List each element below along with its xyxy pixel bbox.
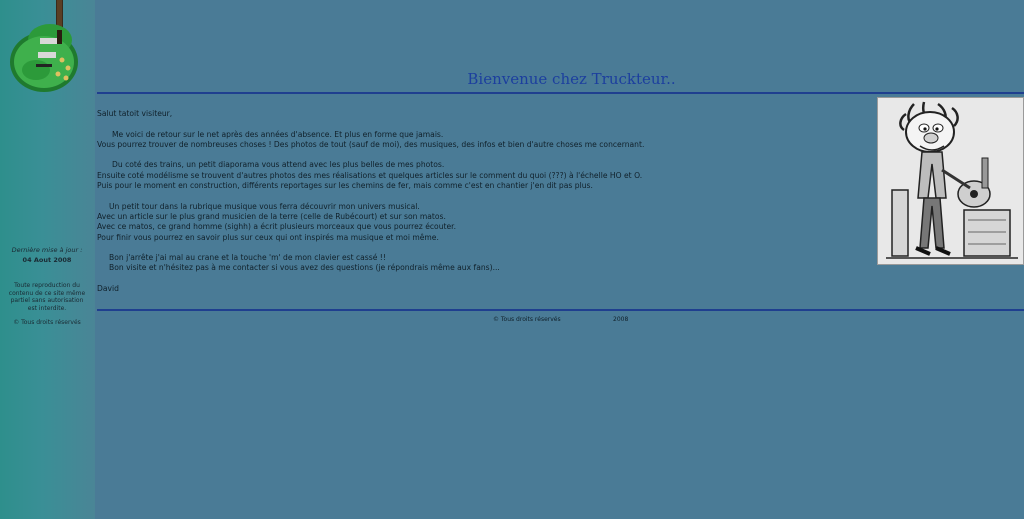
divider-top [97,92,1024,94]
paragraph-trains: Du coté des trains, un petit diaporama vous attend avec les plus belles de mes photos. Ensuite coté modélisme se trouvent d'autres photos des mes réalisations et quelques articles sur le comment du quoi (???) à l'échelle HO et O. Puis pour le moment en construction, différents reportages sur les chemins de fer, mais comme c'est en chantier j'en dit pas plus. [97,160,643,191]
main-content [97,0,1024,519]
greeting: Salut tatoit visiteur, [97,109,173,118]
paragraph-closing: Bon j'arrête j'ai mal au crane et la touche 'm' de mon clavier est cassé !! Bon visite et n'hésitez pas à me contacter si vous avez des questions (je répondrais même aux fans)... [109,253,500,273]
guitar-icon [6,0,90,96]
sidebar [0,0,95,519]
paragraph-music: Un petit tour dans la rubrique musique vous ferra découvrir mon univers musical. Avec un article sur le plus grand musicien de la terre (celle de Rubécourt) et sur son matos. Avec ce matos, ce grand homme (sighh) a écrit plusieurs morceaux que vous pourrez écouter. Pour finir vous pourrez en savoir plus sur ceux qui ont inspirés ma musique et moi même. [97,201,456,242]
footer-year: 2008 [613,316,629,323]
welcome-text [97,109,867,305]
page-title: Bienvenue chez Truckteur.. [467,70,676,88]
signature: David [97,284,119,294]
cartoon-guitarist-image [877,97,1024,265]
copyright-notice: Toute reproduction du contenu de ce site même partiel sans autorisation est interdite. [8,282,86,312]
paragraph-return: Me voici de retour sur le net après des années d'absence. Et plus en forme que jamais. Vous pourrez trouver de nombreuses choses ! Des photos de tout (sauf de moi), des musiques, des infos et bien d'autre choses me concernant. [97,129,645,149]
divider-bottom [97,309,1024,311]
last-update-label: Dernière mise à jour : [11,246,83,254]
sidebar-rights: © Tous droits réservés [13,319,81,326]
last-update-date: 04 Aout 2008 [22,256,72,264]
footer-rights: © Tous droits réservés [493,316,561,323]
